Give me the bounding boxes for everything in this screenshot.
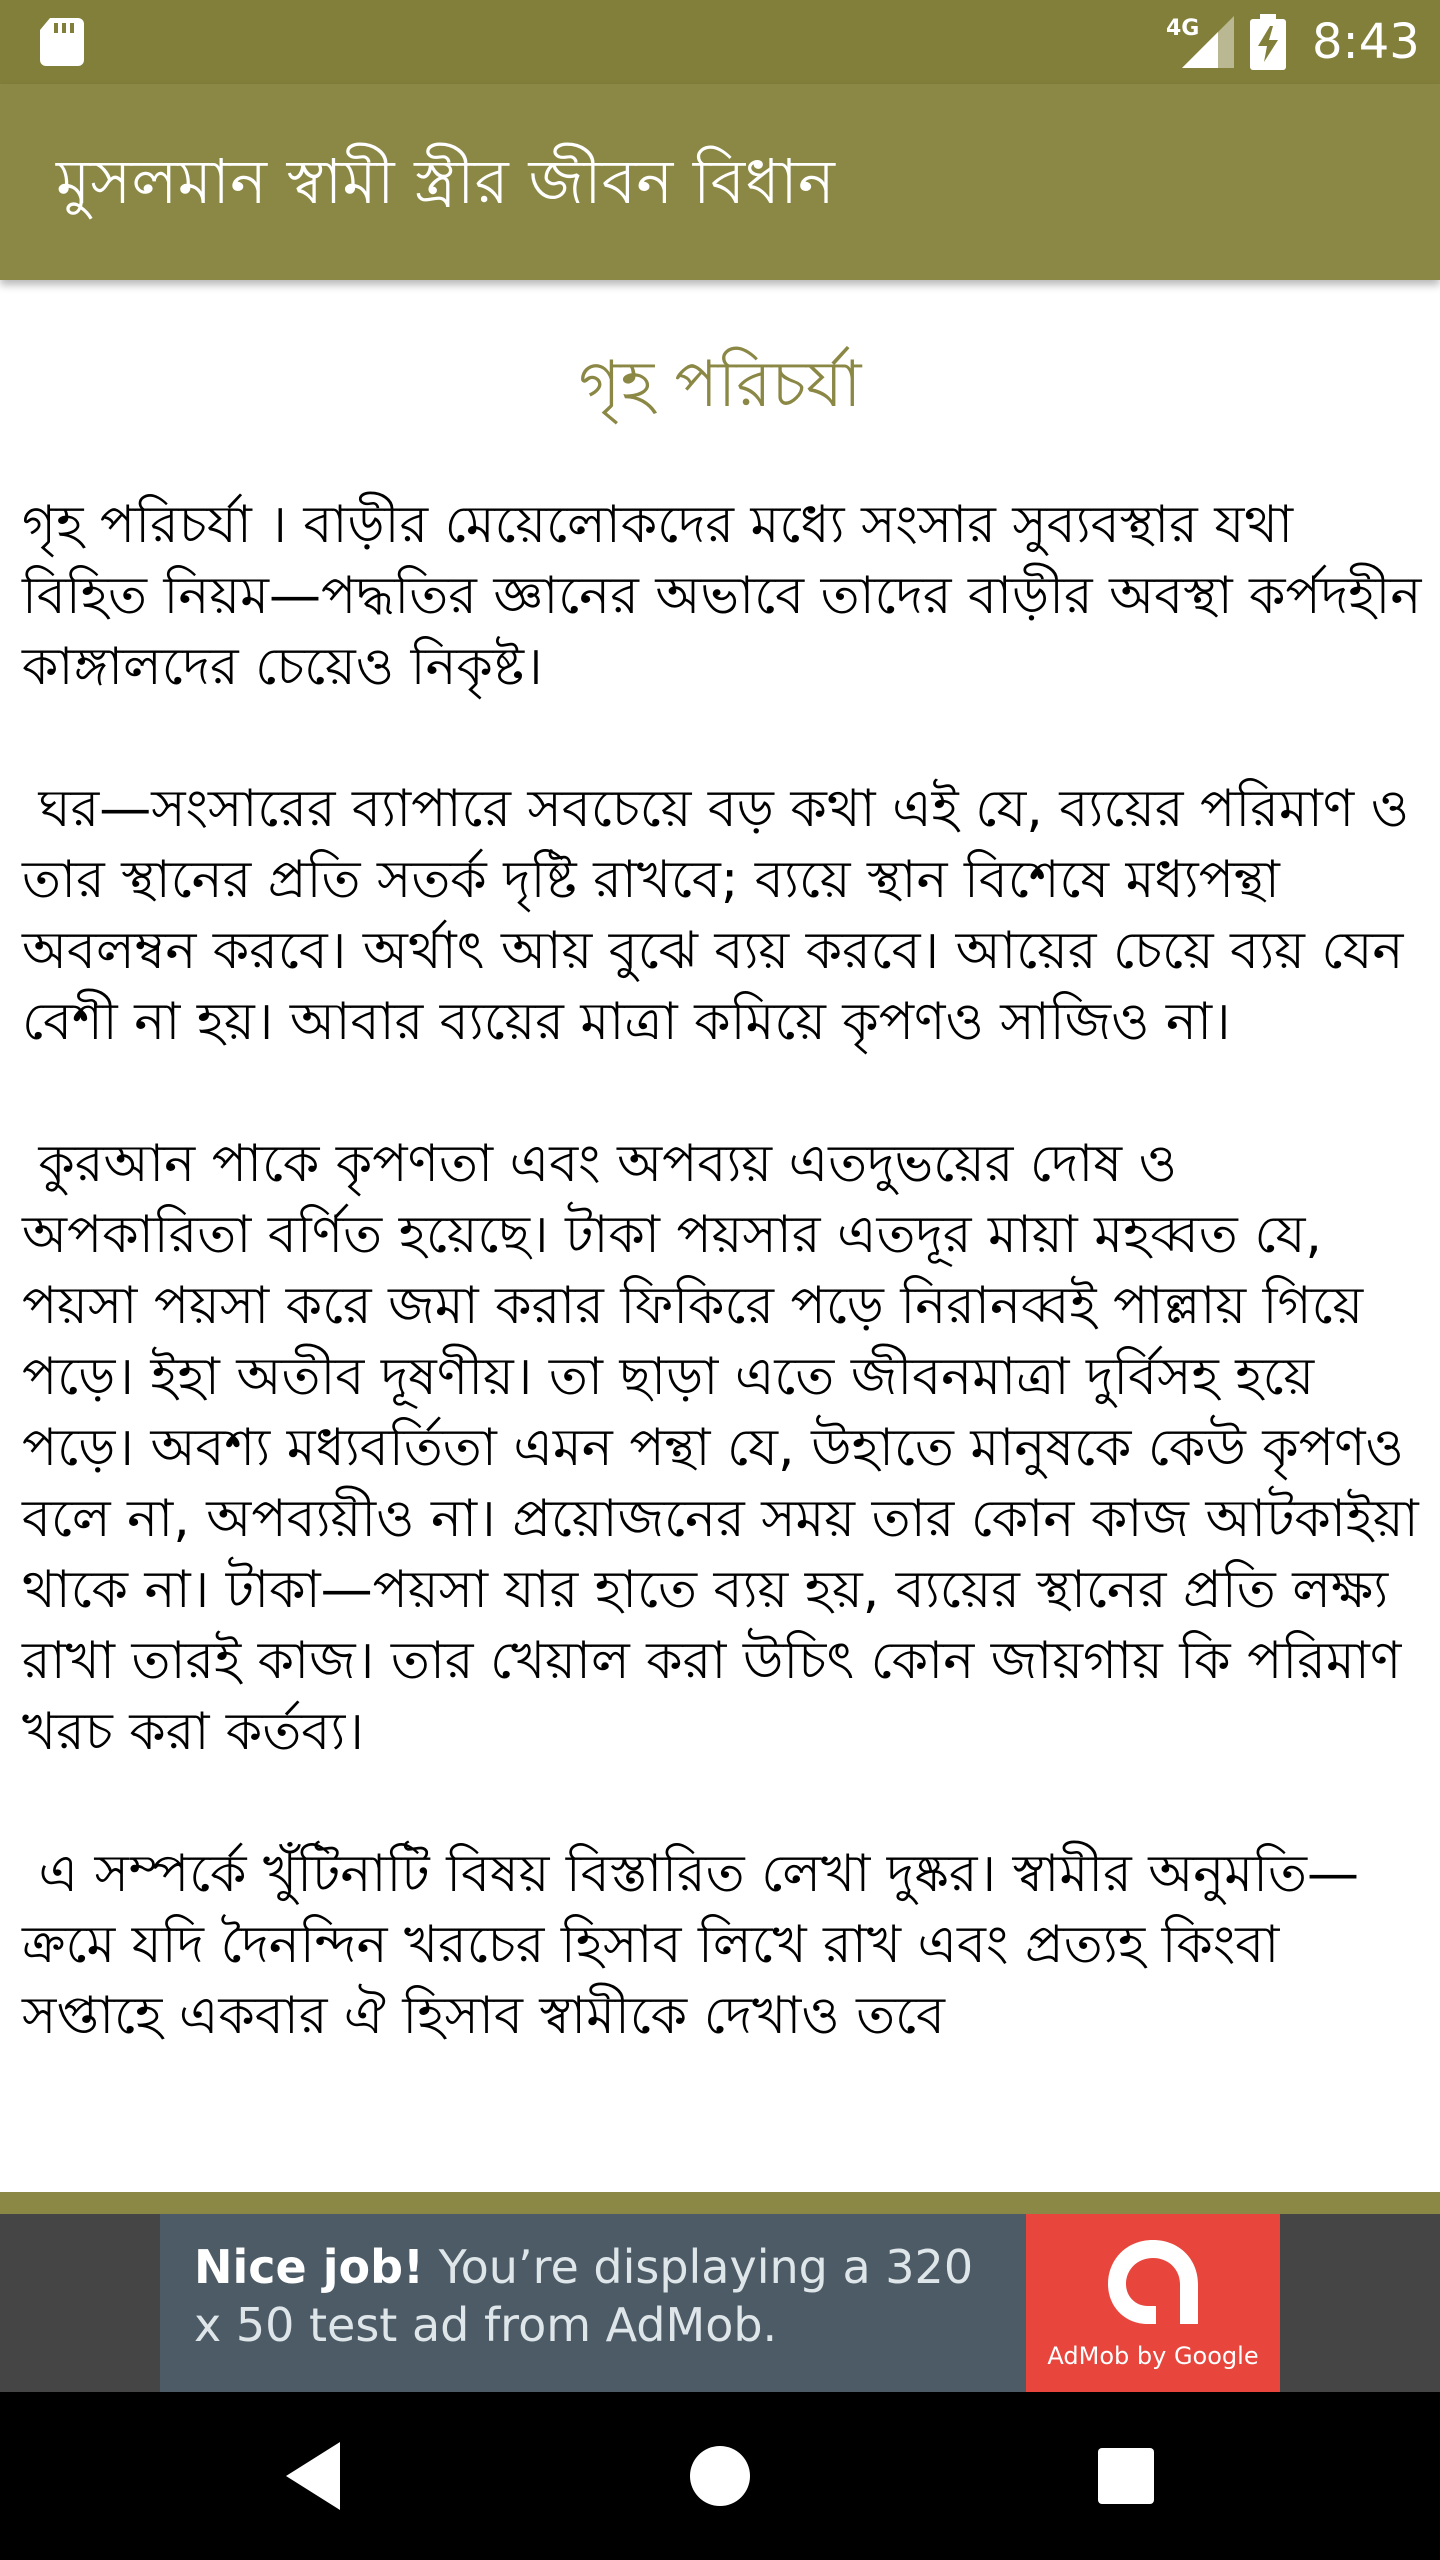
home-icon[interactable] <box>666 2422 774 2530</box>
admob-logo-icon <box>1098 2232 1208 2332</box>
article-scroll-view[interactable] <box>0 280 1440 2192</box>
network-type-label: 4G <box>1166 16 1200 41</box>
battery-charging-icon <box>1250 14 1286 70</box>
chapter-heading: গৃহ পরিচর্যা <box>578 348 862 422</box>
ad-bold-text: Nice job! <box>194 2240 425 2294</box>
recents-icon[interactable] <box>1072 2422 1180 2530</box>
status-clock: 8:43 <box>1312 14 1420 70</box>
admob-logo-label: AdMob by Google <box>1047 2342 1259 2370</box>
app-title: মুসলমান স্বামী স্ত্রীর জীবন বিধান <box>56 145 835 218</box>
ad-message <box>194 2238 1014 2354</box>
admob-logo-box <box>1026 2214 1280 2392</box>
sd-card-icon <box>40 18 84 66</box>
article-paragraph: ঘর—সংসারের ব্যাপারে সবচেয়ে বড় কথা এই যে, ব্যয়ের পরিমাণ ও তার স্থানের প্রতি সতর্ক দৃষ্টি রাখবে; ব্যয়ে স্থান বিশেষে মধ্যপন্থা অবলম্বন করবে। অর্থাৎ আয় বুঝে ব্যয় করবে। আয়ের চেয়ে ব্যয় যেন বেশী না হয়। আবার ব্যয়ের মাত্রা কমিয়ে কৃপণও সাজিও না। <box>22 779 1426 1052</box>
article-paragraph: গৃহ পরিচর্যা । বাড়ীর মেয়েলোকদের মধ্যে সংসার সুব্যবস্থার যথা বিহিত নিয়ম—পদ্ধতির জ্ঞানের অভাবে তাদের বাড়ীর অবস্থা কর্পদহীন কাঙ্গালদের চেয়েও নিকৃষ্ট। <box>22 495 1438 697</box>
article-paragraph: কুরআন পাকে কৃপণতা এবং অপব্যয় এতদুভয়ের দোষ ও অপকারিতা বর্ণিত হয়েছে। টাকা পয়সার এতদূর মায়া মহব্বত যে, পয়সা পয়সা করে জমা করার ফিকিরে পড়ে নিরানব্বই পাল্লায় গিয়ে পড়ে। ইহা অতীব দূষণীয়। তা ছাড়া এতে জীবনমাত্রা দুর্বিসহ হয়ে পড়ে। অবশ্য মধ্যবর্তিতা এমন পন্থা যে, উহাতে মানুষকে কেউ কৃপণও বলে না, অপব্যয়ীও না। প্রয়োজনের সময় তার কোন কাজ আটকাইয়া থাকে না। টাকা—পয়সা যার হাতে ব্যয় হয়, ব্যয়ের স্থানের প্রতি লক্ষ্য রাখা তারই কাজ। তার খেয়াল করা উচিৎ কোন জায়গায় কি পরিমাণ খরচ করা কর্তব্য। <box>22 1134 1436 1762</box>
admob-test-banner[interactable] <box>160 2214 1280 2392</box>
back-icon[interactable] <box>262 2422 370 2530</box>
ad-container <box>0 2192 1440 2392</box>
ad-body-text: You’re displaying a 320 x 50 test ad from AdMob. <box>194 2240 974 2352</box>
status-bar <box>0 0 1440 84</box>
navigation-bar <box>0 2392 1440 2560</box>
app-bar <box>0 84 1440 280</box>
article-body <box>22 490 1438 2052</box>
article-paragraph: এ সম্পর্কে খুঁটিনাটি বিষয় বিস্তারিত লেখা দুষ্কর। স্বামীর অনুমতি—ক্রমে যদি দৈনন্দিন খরচের হিসাব লিখে রাখ এবং প্রত্যহ কিংবা সপ্তাহে একবার ঐ হিসাব স্বামীকে দেখাও তবে <box>22 1844 1360 2046</box>
